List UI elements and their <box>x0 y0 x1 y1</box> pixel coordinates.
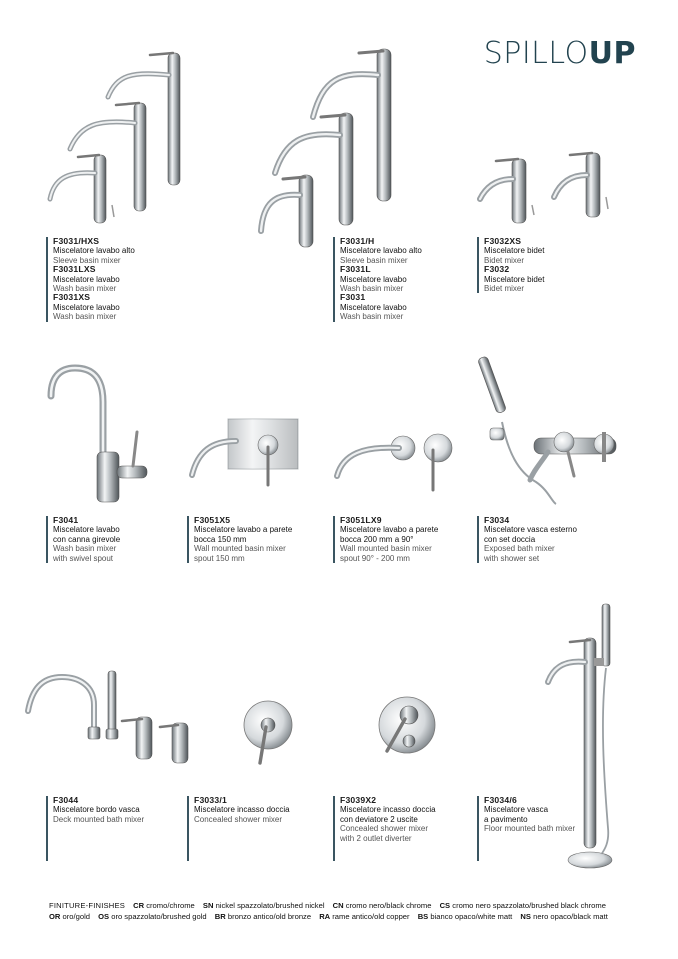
caption-f3041 <box>46 516 120 563</box>
product-name-en: with 2 outlet diverter <box>340 833 412 843</box>
product-name-en: Concealed shower mixer <box>340 824 429 834</box>
finish-item: NS nero opaco/black matt <box>520 912 608 921</box>
product-name-en: Wall mounted basin mixer <box>194 544 286 554</box>
product-name-it: Miscelatore incasso doccia <box>194 805 290 815</box>
brand-logo <box>484 36 636 71</box>
finish-item: CN cromo nero/black chrome <box>332 901 432 910</box>
caption-f3044 <box>46 796 144 861</box>
caption-f3031-group <box>333 237 422 322</box>
product-image-f3044 <box>22 665 197 765</box>
product-name-en: Exposed bath mixer <box>484 544 555 554</box>
product-name-en: Wash basin mixer <box>53 312 117 322</box>
product-name-it: Miscelatore incasso doccia <box>340 805 436 815</box>
finishes-label-en: FINISHES <box>88 901 125 910</box>
product-name-it: Miscelatore lavabo a parete <box>340 525 439 535</box>
finish-item: CR cromo/chrome <box>133 901 195 910</box>
finishes-label-it: FINITURE <box>49 901 86 910</box>
product-name-it: Miscelatore lavabo a parete <box>194 525 293 535</box>
product-code: F3051X5 <box>194 515 231 525</box>
caption-f3034 <box>477 516 577 563</box>
finish-item: SN nickel spazzolato/brushed nickel <box>202 901 325 910</box>
product-code: F3034/6 <box>484 795 517 805</box>
product-name-en: Bidet mixer <box>484 255 525 265</box>
product-name-en: Bidet mixer <box>484 284 525 294</box>
product-name-it: Miscelatore lavabo alto <box>53 246 135 256</box>
product-name-en: spout 150 mm <box>194 553 245 563</box>
product-name-en: Wash basin mixer <box>340 284 404 294</box>
product-name-it: Miscelatore bordo vasca <box>53 805 140 815</box>
finish-item: RA rame antico/old copper <box>319 912 410 921</box>
caption-f3051lx9 <box>333 516 438 563</box>
product-name-it: Miscelatore lavabo alto <box>340 246 422 256</box>
product-name-it: con deviatore 2 uscite <box>340 814 418 824</box>
product-name-it: con canna girevole <box>53 534 121 544</box>
finishes-legend <box>49 900 608 922</box>
product-code: F3032 <box>484 264 510 275</box>
caption-f3032-group <box>477 237 544 293</box>
caption-f3033-1 <box>187 796 290 861</box>
product-name-en: Sleeve basin mixer <box>340 255 408 265</box>
product-name-en: Deck mounted bath mixer <box>53 814 145 824</box>
product-name-en: Concealed shower mixer <box>194 814 283 824</box>
product-image-f3034 <box>478 352 628 507</box>
product-image-f3051lx9 <box>333 428 458 503</box>
finish-item: BR bronzo antico/old bronze <box>214 912 312 921</box>
product-name-it: con set doccia <box>484 534 536 544</box>
product-name-it: Miscelatore bidet <box>484 274 545 284</box>
product-name-it: Miscelatore lavabo <box>53 302 120 312</box>
caption-f3034-6 <box>477 796 575 861</box>
finish-item: OS oro spazzolato/brushed gold <box>98 912 207 921</box>
product-name-en: spout 90° - 200 mm <box>340 553 410 563</box>
product-name-it: Miscelatore lavabo <box>53 525 120 535</box>
product-image-f3031-group <box>255 45 415 255</box>
finishes-row-2 <box>49 911 608 922</box>
product-code: F3031XS <box>53 292 91 303</box>
product-name-it: Miscelatore bidet <box>484 246 545 256</box>
product-name-it: Miscelatore lavabo <box>53 274 120 284</box>
product-code: F3041 <box>53 515 79 525</box>
product-code: F3032XS <box>484 236 522 246</box>
product-code: F3039X2 <box>340 795 377 805</box>
product-name-en: Wall mounted basin mixer <box>340 544 432 554</box>
finish-item: OR oro/gold <box>49 912 90 921</box>
product-name-en: Floor mounted bath mixer <box>484 824 576 834</box>
product-image-f3041 <box>45 362 155 507</box>
product-name-en: Wash basin mixer <box>53 284 117 294</box>
product-name-it: Miscelatore vasca <box>484 805 549 815</box>
product-code: F3044 <box>53 795 79 805</box>
product-name-en: Wash basin mixer <box>340 312 404 322</box>
finishes-row-1: FINITURE-FINISHES CR cromo/chrome SN nickel spazzolato/brushed nickel CN cromo nero/black chrome CS cromo nero spazzolato/brushed black chrome <box>49 901 606 910</box>
product-code: F3031 <box>340 292 366 303</box>
product-name-it: a pavimento <box>484 814 528 824</box>
product-name-en: with shower set <box>484 553 540 563</box>
finish-item: CS cromo nero spazzolato/brushed black chrome <box>439 901 606 910</box>
product-name-en: Wash basin mixer <box>53 544 117 554</box>
finish-item: BS bianco opaco/white matt <box>417 912 513 921</box>
product-name-en: with swivel spout <box>53 553 114 563</box>
product-image-f3039x2 <box>375 693 440 768</box>
product-name-it: bocca 200 mm a 90° <box>340 534 414 544</box>
product-name-it: Miscelatore lavabo <box>340 274 407 284</box>
product-image-f3032-group <box>470 145 620 230</box>
product-name-en: Sleeve basin mixer <box>53 255 121 265</box>
caption-f3039x2 <box>333 796 436 861</box>
product-image-f3031-xs-group <box>42 45 192 230</box>
product-name-it: Miscelatore vasca esterno <box>484 525 577 535</box>
brand-logo-part2: UP <box>588 36 636 71</box>
caption-f3031-xs-group <box>46 237 135 322</box>
product-name-it: Miscelatore lavabo <box>340 302 407 312</box>
product-code: F3031/HXS <box>53 236 100 246</box>
product-image-f3033-1 <box>238 697 298 767</box>
product-code: F3031L <box>340 264 371 275</box>
product-code: F3031/H <box>340 236 375 246</box>
brand-logo-part1: SPILLO <box>483 36 589 71</box>
product-code: F3031LXS <box>53 264 96 275</box>
product-image-f3051x5 <box>188 415 303 490</box>
product-code: F3033/1 <box>194 795 227 805</box>
product-name-it: bocca 150 mm <box>194 534 247 544</box>
product-code: F3034 <box>484 515 510 525</box>
caption-f3051x5 <box>187 516 292 563</box>
product-code: F3051LX9 <box>340 515 382 525</box>
